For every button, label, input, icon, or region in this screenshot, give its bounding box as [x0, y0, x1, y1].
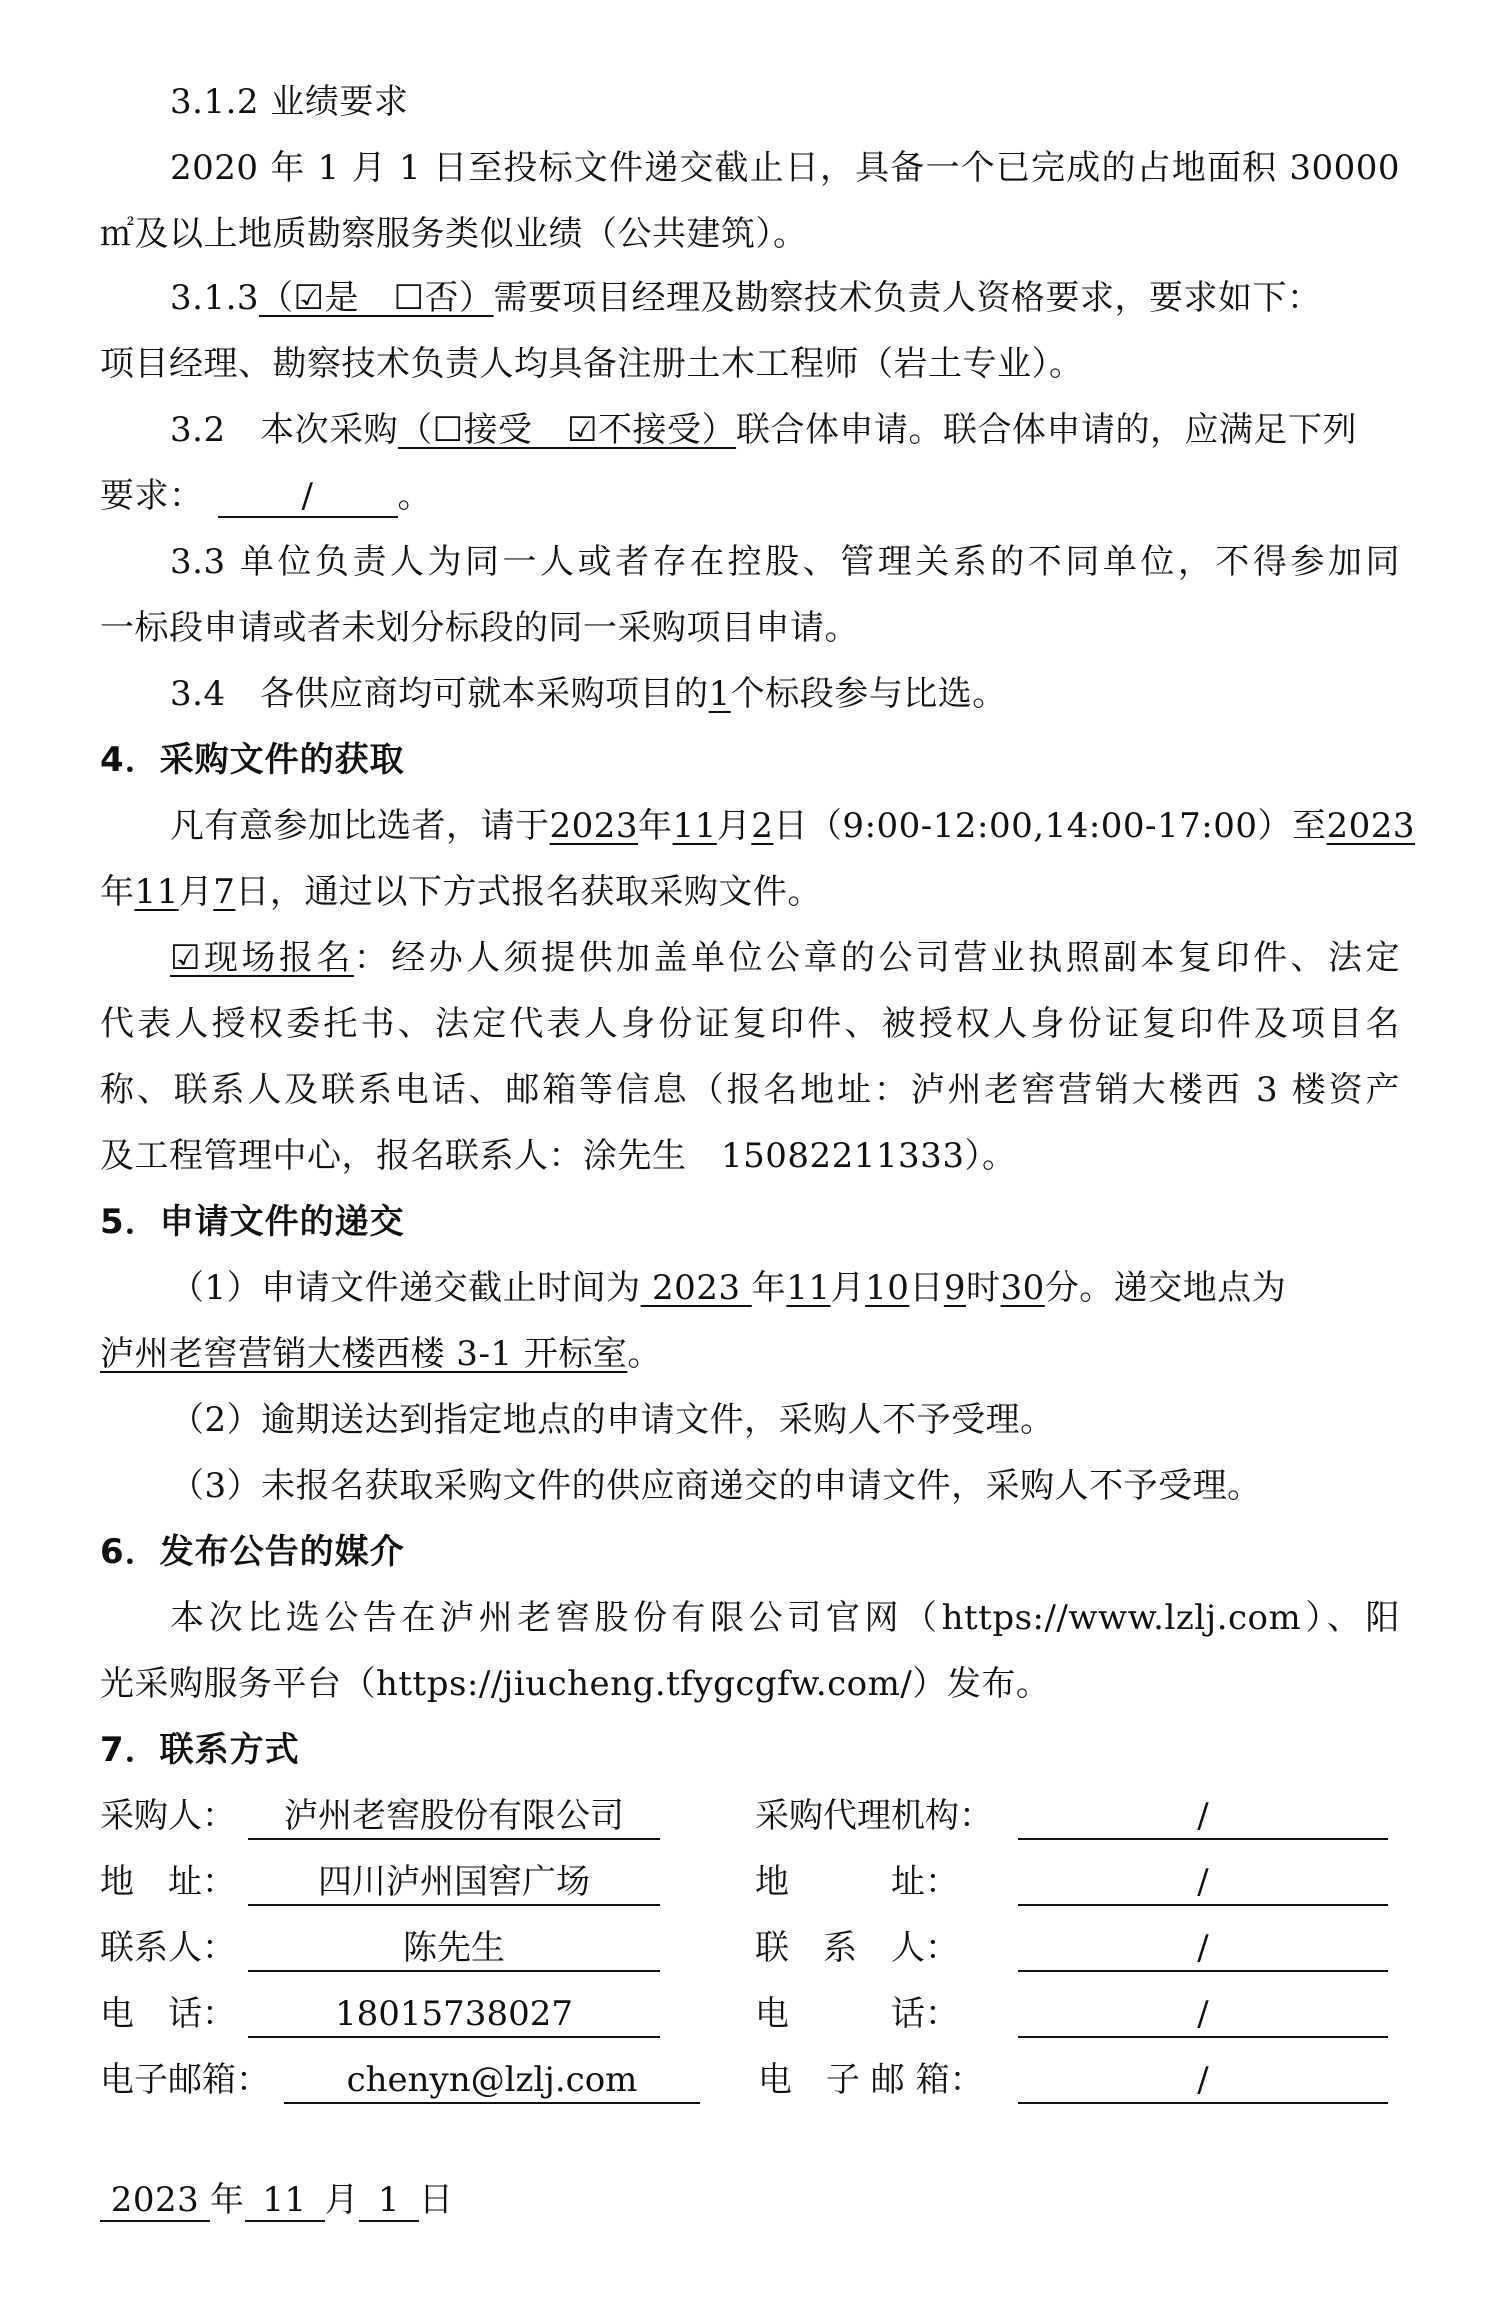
text: 月	[178, 872, 214, 912]
section-4-line1	[170, 804, 1416, 848]
date-year: 2023	[100, 2180, 210, 2222]
section-3-2-suffix: 联合体申请。联合体申请的，应满足下列	[736, 410, 1358, 450]
section-5-heading: 5．申请文件的递交	[100, 1202, 405, 1242]
start-year: 2023	[549, 806, 639, 846]
onsite-registration-label: ☑现场报名	[170, 938, 354, 978]
section-5-line1	[170, 1266, 1400, 1310]
text: 。	[627, 1334, 662, 1374]
agency-email-value: /	[1018, 2058, 1388, 2104]
text: 年	[638, 806, 673, 846]
text: 日，通过以下方式报名获取采购文件。	[235, 872, 822, 912]
agency-label: 采购代理机构：	[755, 1796, 993, 1836]
address-value: 四川泸州国窖广场	[248, 1860, 660, 1906]
deadline-minute: 30	[1000, 1268, 1045, 1308]
section-3-1-2-heading: 3.1.2 业绩要求	[170, 82, 409, 122]
section-3-1-2-line2: ㎡及以上地质勘察服务类似业绩（公共建筑）。	[100, 214, 808, 254]
email-label: 电子邮箱：	[100, 2060, 270, 2100]
agency-address-value: /	[1018, 1860, 1388, 1906]
section-5-line2	[100, 1332, 1400, 1376]
contact-value: 陈先生	[248, 1926, 660, 1972]
date-day: 1	[359, 2180, 419, 2222]
agency-contact-label: 联 系 人：	[755, 1928, 959, 1968]
deadline-hour: 9	[943, 1268, 966, 1308]
text: 凡有意参加比选者，请于	[170, 806, 550, 846]
deadline-year: 2023	[640, 1268, 752, 1308]
agency-phone-value: /	[1018, 1992, 1388, 2038]
agency-email-label: 电 子 邮 箱：	[758, 2060, 984, 2100]
section-4-line3	[170, 936, 1400, 980]
text: 日	[909, 1268, 944, 1308]
end-year: 2023	[1326, 806, 1416, 846]
section-3-1-3-line2: 项目经理、勘察技术负责人均具备注册土木工程师（岩土专业）。	[100, 344, 1084, 384]
requirement-blank: /	[218, 476, 398, 518]
agency-address-label: 地 址：	[755, 1862, 959, 1902]
agency-value: /	[1018, 1794, 1388, 1840]
issue-date	[100, 2178, 1400, 2222]
text: 年	[751, 1268, 787, 1308]
submission-place: 泸州老窖营销大楼西楼 3-1 开标室	[100, 1334, 628, 1374]
phone-value: 18015738027	[248, 1992, 660, 2038]
text: （1）申请文件递交截止时间为	[170, 1268, 641, 1308]
text: 分。递交地点为	[1044, 1268, 1287, 1308]
consortium-option: （☐接受 ☑不接受）	[398, 410, 737, 450]
requirement-label: 要求：	[100, 476, 204, 516]
qualification-option: （☑是 ☐否）	[259, 278, 494, 318]
section-4-line4: 代表人授权委托书、法定代表人身份证复印件、被授权人身份证复印件及项目名	[100, 1004, 1400, 1044]
date-month: 11	[245, 2180, 325, 2222]
section-5-item3: （3）未报名获取采购文件的供应商递交的申请文件，采购人不予受理。	[170, 1466, 1262, 1506]
agency-contact-value: /	[1018, 1926, 1388, 1972]
deadline-day: 10	[865, 1268, 910, 1308]
agency-phone-label: 电 话：	[755, 1994, 959, 2034]
section-3-4-line	[170, 672, 1400, 716]
section-5-item2: （2）逾期送达到指定地点的申请文件，采购人不予受理。	[170, 1400, 1055, 1440]
date-day-label: 日	[419, 2180, 454, 2220]
date-year-label: 年	[210, 2180, 245, 2220]
date-month-label: 月	[324, 2180, 359, 2220]
section-3-4-prefix: 3.4 各供应商均可就本采购项目的	[170, 674, 709, 714]
text: 日（9:00-12:00,14:00-17:00）至	[773, 806, 1327, 846]
section-3-2-line1	[170, 408, 1400, 452]
contact-label: 联系人：	[100, 1928, 236, 1968]
section-3-4-suffix: 个标段参与比选。	[730, 674, 1007, 714]
section-7-heading: 7．联系方式	[100, 1730, 300, 1770]
text: 月	[716, 806, 752, 846]
lot-count: 1	[708, 674, 731, 714]
section-4-line6: 及工程管理中心，报名联系人：涂先生 15082211333）。	[100, 1136, 1017, 1176]
phone-label: 电 话：	[100, 1994, 236, 2034]
address-label: 地 址：	[100, 1862, 236, 1902]
start-day: 2	[751, 806, 774, 846]
section-3-1-2-line1: 2020 年 1 月 1 日至投标文件递交截止日，具备一个已完成的占地面积 30000	[170, 148, 1400, 188]
purchaser-label: 采购人：	[100, 1796, 236, 1836]
section-3-3-line1: 3.3 单位负责人为同一人或者存在控股、管理关系的不同单位，不得参加同	[170, 542, 1400, 582]
section-6-heading: 6．发布公告的媒介	[100, 1532, 405, 1572]
section-4-heading: 4．采购文件的获取	[100, 740, 405, 780]
section-6-line1: 本次比选公告在泸州老窖股份有限公司官网（https://www.lzlj.com）、阳	[170, 1598, 1400, 1638]
end-month: 11	[134, 872, 179, 912]
text: 时	[965, 1268, 1001, 1308]
purchaser-value: 泸州老窖股份有限公司	[248, 1794, 660, 1840]
section-3-1-3-line1	[170, 276, 1400, 320]
text: 月	[830, 1268, 866, 1308]
section-3-1-3-prefix: 3.1.3	[170, 278, 260, 318]
email-value: chenyn@lzlj.com	[284, 2058, 700, 2104]
end-day: 7	[213, 872, 236, 912]
section-4-line2	[100, 870, 1400, 914]
section-6-line2: 光采购服务平台（https://jiucheng.tfygcgfw.com/）发布。	[100, 1664, 1051, 1704]
requirement-end: 。	[397, 476, 432, 516]
deadline-month: 11	[786, 1268, 831, 1308]
section-3-3-line2: 一标段申请或者未划分标段的同一采购项目申请。	[100, 608, 859, 648]
start-month: 11	[672, 806, 717, 846]
section-3-2-prefix: 3.2 本次采购	[170, 410, 399, 450]
section-3-2-line2	[100, 474, 1400, 518]
text: ：经办人须提供加盖单位公章的公司营业执照副本复印件、法定	[353, 938, 1400, 978]
section-3-1-3-suffix: 需要项目经理及勘察技术负责人资格要求，要求如下：	[493, 278, 1322, 318]
section-4-line5: 称、联系人及联系电话、邮箱等信息（报名地址：泸州老窖营销大楼西 3 楼资产	[100, 1070, 1400, 1110]
text: 年	[100, 872, 135, 912]
